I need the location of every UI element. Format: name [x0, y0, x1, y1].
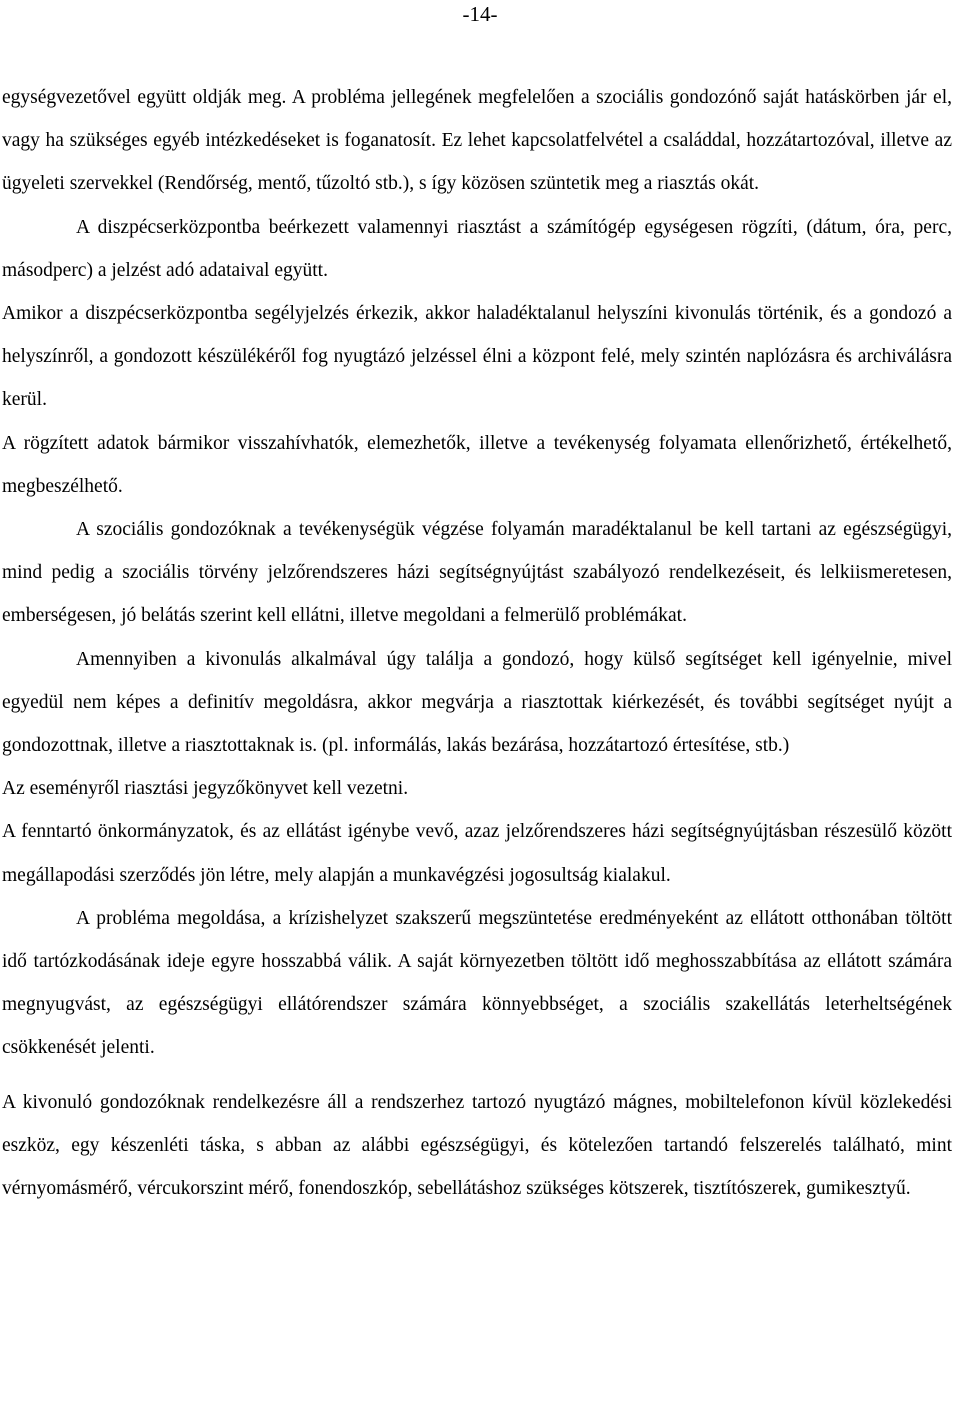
page-number: -14- [462, 2, 498, 26]
paragraph-continuation: egységvezetővel együtt oldják meg. A probléma jellegének megfelelően a szociális gondozónő saját hatáskörben jár el, vagy ha szükséges egyéb intézkedéseket is foganatosít. Ez lehet kapcsolatfelvétel a családdal, hozzátartozóval, illetve az ügyeleti szervekkel (Rendőrség, mentő, tűzoltó stb.), s így közösen szüntetik meg a riasztás okát. [2, 87, 952, 195]
paragraph-equipment: A kivonuló gondozóknak rendelkezésre áll a rendszerhez tartozó nyugtázó mágnes, mobiltelefonon kívül közlekedési eszköz, egy készenléti táska, s abban az alábbi egészségügyi, és kötelezően tartandó felszerelés található, mint vérnyomásmérő, vércukorszint mérő, fonendoszkóp, sebellátáshoz szükséges kötszerek, tisztítószerek, gumikesztyű. [2, 1091, 952, 1200]
document-body [2, 76, 952, 1210]
paragraph-emergency-response: Amikor a diszpécserközpontba segélyjelzés érkezik, akkor haladéktalanul helyszíni kivonulás történik, és a gondozó a helyszínről, a gondozott készülékéről fog nyugtázó jelzéssel élni a központ felé, mely szintén naplózásra és archiválásra kerül. [2, 303, 952, 411]
paragraph-caregiver-obligations: A szociális gondozóknak a tevékenységük végzése folyamán maradéktalanul be kell tartani az egészségügyi, mind pedig a szociális törvény jelzőrendszeres házi segítségnyújtást szabályozó rendelkezéseit, és lelkiismeretesen, emberségesen, jó belátás szerint kell ellátni, illetve megoldani a felmerülő problémákat. [2, 519, 952, 627]
paragraph-data-retrieval: A rögzített adatok bármikor visszahívhatók, elemezhetők, illetve a tevékenység folyamata ellenőrizhető, értékelhető, megbeszélhető. [2, 432, 952, 497]
paragraph-dispatch-recording: A diszpécserközpontba beérkezett valamennyi riasztást a számítógép egységesen rögzíti, (dátum, óra, perc, másodperc) a jelzést adó adataival együtt. [2, 216, 952, 281]
paragraph-external-help: Amennyiben a kivonulás alkalmával úgy találja a gondozó, hogy külső segítséget kell igényelnie, mivel egyedül nem képes a definitív megoldásra, akkor megvárja a riasztottak kiérkezését, és további segítséget nyújt a gondozottnak, illetve a riasztottaknak is. (pl. informálás, lakás bezárása, hozzátartozó értesítése, stb.) [2, 648, 952, 757]
paragraph-outcome: A probléma megoldása, a krízishelyzet szakszerű megszüntetése eredményeként az ellátott otthonában töltött idő tartózkodásának ideje egyre hosszabbá válik. A saját környezetben töltött idő meghosszabbítása az ellátott számára megnyugvást, az egészségügyi ellátórendszer számára könnyebbséget, a szociális szakellátás leterheltségének csökkenését jelenti. [2, 907, 952, 1059]
paragraph-incident-report: Az eseményről riasztási jegyzőkönyvet kell vezetni. [2, 778, 409, 800]
paragraph-service-agreement: A fenntartó önkormányzatok, és az ellátást igénybe vevő, azaz jelzőrendszeres házi segítségnyújtásban részesülő között megállapodási szerződés jön létre, mely alapján a munkavégzési jogosultság kialakul. [2, 821, 952, 886]
